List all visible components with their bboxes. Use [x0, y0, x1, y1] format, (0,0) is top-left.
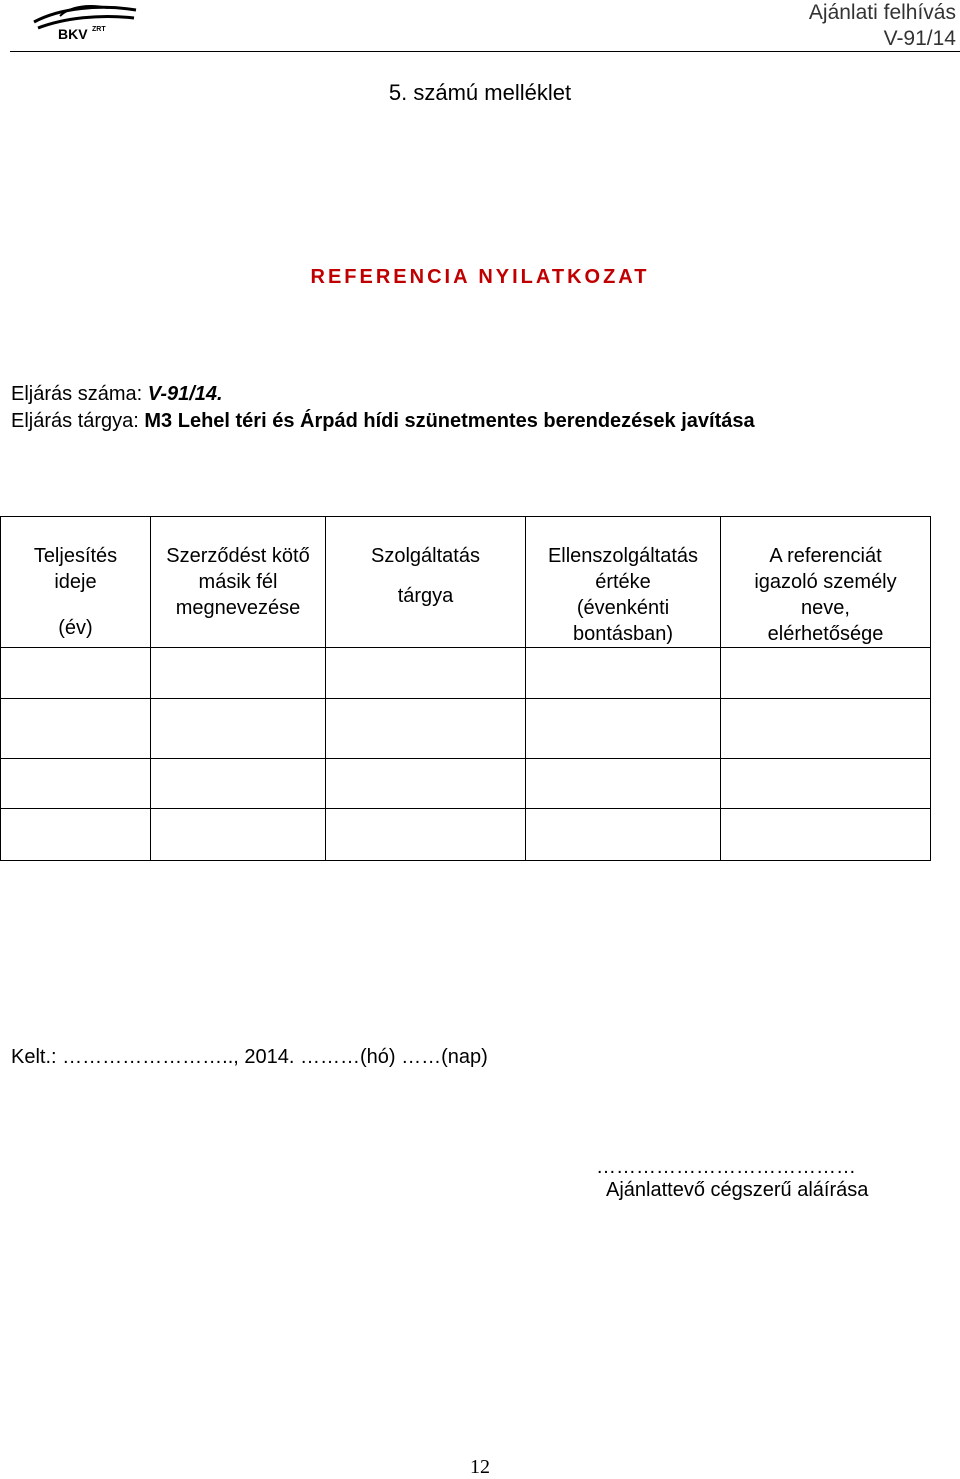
- table-row: [1, 648, 931, 699]
- reference-table: [0, 516, 931, 861]
- table-cell[interactable]: [326, 648, 526, 699]
- header-line: megnevezése: [175, 597, 301, 619]
- table-cell[interactable]: [721, 759, 931, 809]
- table-cell[interactable]: [326, 699, 526, 759]
- table-cell[interactable]: [526, 809, 721, 861]
- signature-label: Ajánlattevő cégszerű aláírása: [606, 1179, 869, 1201]
- procedure-number: [11, 383, 223, 406]
- procedure-number-label: Eljárás száma:: [11, 383, 148, 405]
- header-line: neve,: [801, 597, 850, 619]
- bkv-logo: [30, 0, 142, 44]
- header-line: bontásban): [572, 623, 674, 645]
- doc-code: V-91/14: [883, 27, 956, 50]
- table-cell[interactable]: [326, 809, 526, 861]
- header-line: Teljesítés: [33, 545, 118, 567]
- table-cell[interactable]: [326, 759, 526, 809]
- header-line: A referenciát: [769, 545, 882, 567]
- header-service-subject: [326, 517, 526, 648]
- svg-text:BKV: BKV: [58, 26, 88, 42]
- table-cell[interactable]: [526, 648, 721, 699]
- header-line: Szerződést kötő: [166, 545, 310, 567]
- table-cell[interactable]: [151, 759, 326, 809]
- header-line: tárgya: [397, 585, 454, 607]
- table-cell[interactable]: [526, 759, 721, 809]
- svg-text:ZRT: ZRT: [92, 26, 106, 33]
- table-cell[interactable]: [721, 809, 931, 861]
- header-line: ideje: [54, 571, 97, 593]
- table-cell[interactable]: [1, 648, 151, 699]
- procedure-subject: [11, 410, 755, 433]
- header-line: Szolgáltatás: [371, 545, 480, 567]
- table-cell[interactable]: [151, 699, 326, 759]
- table-row: [1, 759, 931, 809]
- header-line: igazoló személy: [754, 571, 897, 593]
- annex-title: 5. számú melléklet: [388, 80, 572, 105]
- header-gap: [326, 569, 525, 583]
- table-row: [1, 809, 931, 861]
- header-consideration-value: [526, 517, 721, 648]
- table-header-row: [1, 517, 931, 648]
- procedure-number-value: V-91/14.: [147, 383, 223, 405]
- page-number: 12: [470, 1456, 490, 1478]
- table-cell[interactable]: [1, 759, 151, 809]
- table-cell[interactable]: [151, 809, 326, 861]
- table-cell[interactable]: [1, 699, 151, 759]
- doc-type: Ajánlati felhívás: [808, 1, 956, 24]
- header-line: értéke: [595, 571, 651, 593]
- table-cell[interactable]: [721, 648, 931, 699]
- header-gap: [1, 595, 150, 615]
- header-line: másik fél: [198, 571, 278, 593]
- table-cell[interactable]: [526, 699, 721, 759]
- procedure-subject-label: Eljárás tárgya:: [11, 410, 145, 432]
- header-line: elérhetősége: [767, 623, 884, 645]
- header-certifying-person: [721, 517, 931, 648]
- table-cell[interactable]: [721, 699, 931, 759]
- header-line: (évenkénti: [576, 597, 670, 619]
- main-title: REFERENCIA NYILATKOZAT: [310, 266, 650, 288]
- header-line: Ellenszolgáltatás: [547, 545, 699, 567]
- header-completion-time: [1, 517, 151, 648]
- procedure-subject-value: M3 Lehel téri és Árpád hídi szünetmentes berendezések javítása: [144, 410, 755, 432]
- table-row: [1, 699, 931, 759]
- table-cell[interactable]: [1, 809, 151, 861]
- table-cell[interactable]: [151, 648, 326, 699]
- header-line: (év): [58, 617, 93, 639]
- header-info: [809, 0, 956, 52]
- signature-dots: …………………………………: [596, 1156, 856, 1178]
- header-divider: [10, 51, 960, 52]
- header-contracting-party: [151, 517, 326, 648]
- date-line: Kelt.: …………………….., 2014. ………(hó) ……(nap): [11, 1046, 488, 1068]
